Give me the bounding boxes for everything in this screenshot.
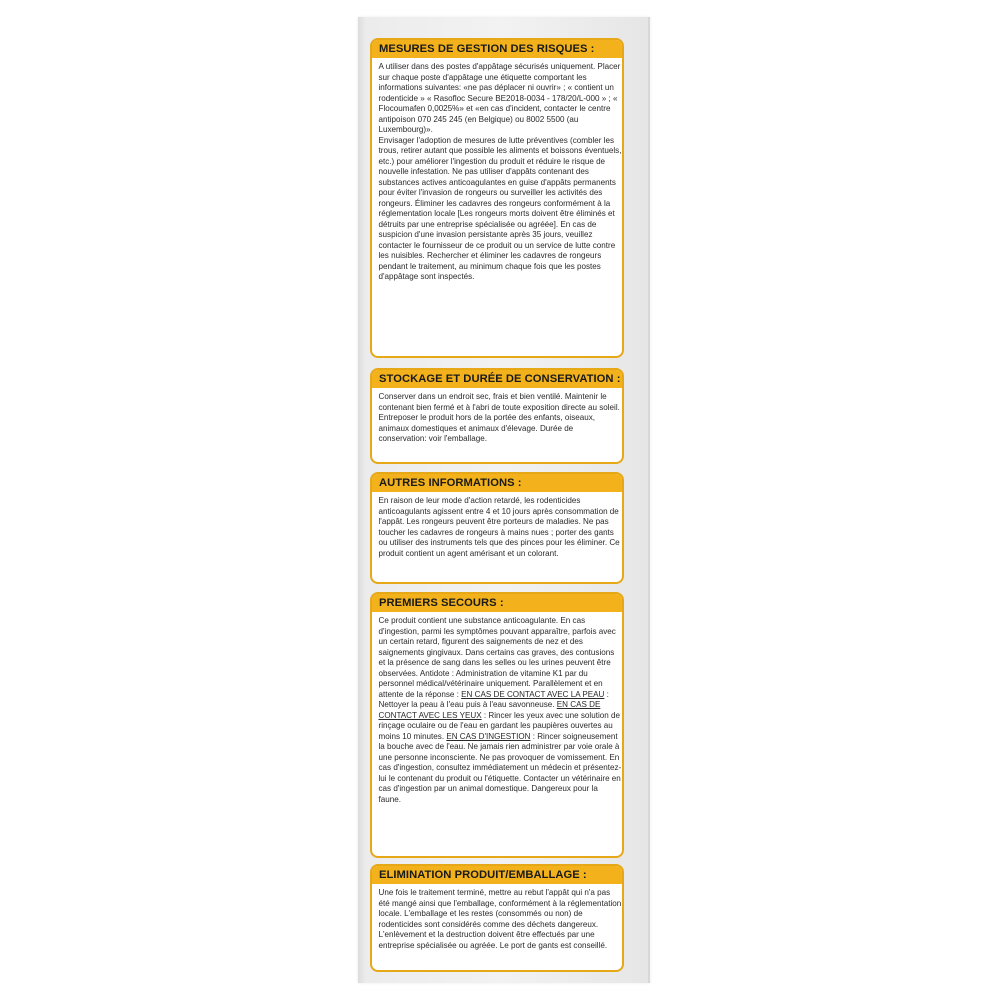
section-risk-management <box>370 38 624 358</box>
paragraph: Envisager l'adoption de mesures de lutte préventives (combler les trous, retirer autant que possible les aliments et boissons éventuels, etc.) pour améliorer l'ingestion du produit et réduire le risque de nouvelle infestation. Ne pas utiliser d'appâts contenant des substances actives anticoagulantes en guise d'appâts permanents pour éviter l'invasion de rongeurs ou surveiller les activités des rongeurs. Éliminer les cadavres des rongeurs conformément à la réglementation locale [Les rongeurs morts doivent être éliminés et détruits par une entreprise spécialisée ou agréée]. En cas de suspicion d'une invasion persistante après 35 jours, veuillez contacter le fournisseur de ce produit ou un service de lutte contre les nuisibles. Rechercher et éliminer les cadavres de rongeurs pendant le traitement, au minimum chaque fois que les postes d'appâtage sont inspectés. <box>378 134 622 281</box>
paragraph: En raison de leur mode d'action retardé, les rodenticides anticoagulants agissent entre 4 et 10 jours après consommation de l'appât. Les rongeurs peuvent être porteurs de maladies. Ne pas toucher les cadavres de rongeurs à mains nues ; porter des gants ou utiliser des instruments tels que des pinces pour les éliminer. Ce produit contient un agent amérisant et un colorant. <box>378 495 620 558</box>
section-disposal <box>370 864 624 972</box>
text-run: : Nettoyer la peau à l'eau puis à l'eau savonneuse. <box>378 688 609 709</box>
text-run: : Rincer soigneusement la bouche avec de l'eau. Ne jamais rien administrer par voie orale à une personne inconsciente. Ne pas provoquer de vomissement. En cas d'ingestion, consultez immédiatement un médecin et présentez-lui le contenant du produit ou l'étiquette. Contacter un vétérinaire en cas d'ingestion par un animal domestique. Dangereux pour la faune. <box>378 730 622 804</box>
paragraph: Conserver dans un endroit sec, frais et bien ventilé. Maintenir le contenant bien fermé et à l'abri de toute exposition directe au soleil. Entreposer le produit hors de la portée des enfants, oiseaux, animaux domestiques et animaux d'élevage. Durée de conservation: voir l'emballage. <box>378 391 620 443</box>
section-body <box>372 612 624 808</box>
text-run: Ce produit contient une substance anticoagulante. En cas d'ingestion, parmi les symptômes pouvant apparaître, parfois avec un certain retard, figurent des saignements de nez et des saignements gingivaux. Dans certains cas graves, des contusions et la présence de sang dans les selles ou les urines peuvent être observées. Antidote : Administration de vitamine K1 par du personnel médical/vétérinaire uniquement. Parallèlement et en attente de la réponse : <box>378 615 616 699</box>
section-title: AUTRES INFORMATIONS : <box>372 474 622 492</box>
section-first-aid <box>370 592 624 858</box>
text-run: : Rincer les yeux avec une solution de rinçage oculaire ou de l'eau en gardant les paupières ouvertes au moins 10 minutes. <box>378 709 620 741</box>
section-body <box>372 388 624 448</box>
paragraph <box>379 615 623 804</box>
paragraph: Une fois le traitement terminé, mettre au rebut l'appât qui n'a pas été mangé ainsi que l'emballage, conformément à la réglementation locale. L'emballage et les restes (consommés ou non) de rodenticides sont considérés comme des déchets dangereux. L'enlèvement et la destruction doivent être effectués par une entreprise spécialisée ou agréée. Le port de gants est conseillé. <box>378 887 622 950</box>
section-body <box>372 884 624 954</box>
section-title: PREMIERS SECOURS : <box>372 594 622 612</box>
paragraph: A utiliser dans des postes d'appâtage sécurisés uniquement. Placer sur chaque poste d'appâtage une étiquette comportant les informations suivantes: «ne pas déplacer ni ouvrir» ; « contient un rodenticide » « Rasofloc Secure BE2018-0034 - 178/20/L-000 » ; « Flocoumafen 0,0025%» et «en cas d'incident, contacter le centre antipoison 070 245 245 (en Belgique) ou 8002 5500 (au Luxembourg)». <box>378 61 621 134</box>
section-title: ELIMINATION PRODUIT/EMBALLAGE : <box>372 866 622 884</box>
section-storage <box>370 368 624 464</box>
underlined-heading: EN CAS DE CONTACT AVEC LA PEAU <box>461 688 605 699</box>
section-title: STOCKAGE ET DURÉE DE CONSERVATION : <box>372 370 622 388</box>
underlined-heading: EN CAS D'INGESTION <box>446 730 531 741</box>
section-title: MESURES DE GESTION DES RISQUES : <box>372 40 622 58</box>
section-body <box>372 492 624 562</box>
section-body <box>372 58 624 286</box>
underlined-heading: EN CAS DE CONTACT AVEC LES YEUX <box>378 699 601 720</box>
section-other-info <box>370 472 624 584</box>
